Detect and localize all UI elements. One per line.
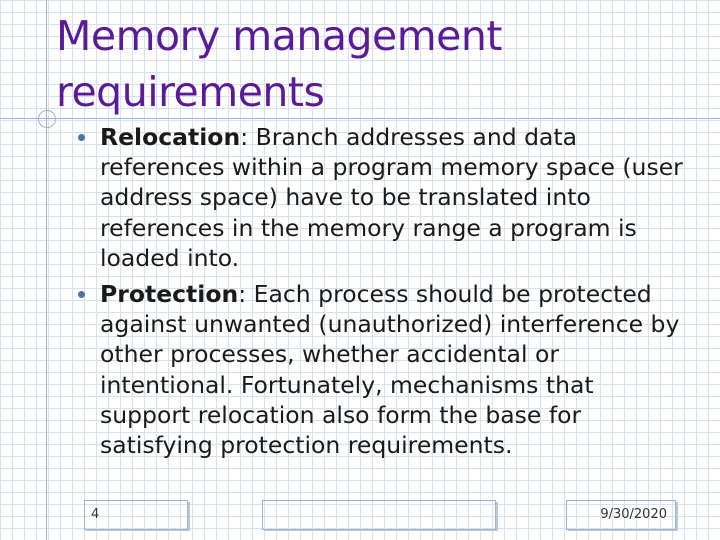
decorative-corner-circle [38, 110, 56, 128]
bullet-dot-icon [78, 291, 85, 298]
bullet-dot-icon [78, 134, 85, 141]
date-box [566, 500, 676, 529]
decorative-vertical-rule [46, 0, 47, 540]
bullet-item-relocation [74, 122, 684, 273]
bullet-item-protection [74, 279, 684, 460]
page-number-box [84, 500, 188, 529]
slide-title [56, 8, 502, 120]
footer-center-box [262, 500, 496, 529]
bullet-term: Protection [100, 280, 239, 309]
bullet-text: : Branch addresses and data references within a program memory space (user address space) have to be translated into references in the memory range a program is loaded into. [100, 123, 683, 272]
bullet-text: : Each process should be protected against unwanted (unauthorized) interference by other processes, whether accidental or intentional. Fortunately, mechanisms that support relocation also form the base for satisfying protection requirements. [100, 280, 680, 460]
bullet-term: Relocation [100, 123, 241, 151]
page-number: 4 [91, 507, 100, 522]
bullet-list [74, 122, 684, 466]
slide-title-line-2: requirements [56, 68, 325, 116]
slide-date: 9/30/2020 [600, 507, 667, 522]
slide-title-line-1: Memory management [56, 12, 502, 60]
